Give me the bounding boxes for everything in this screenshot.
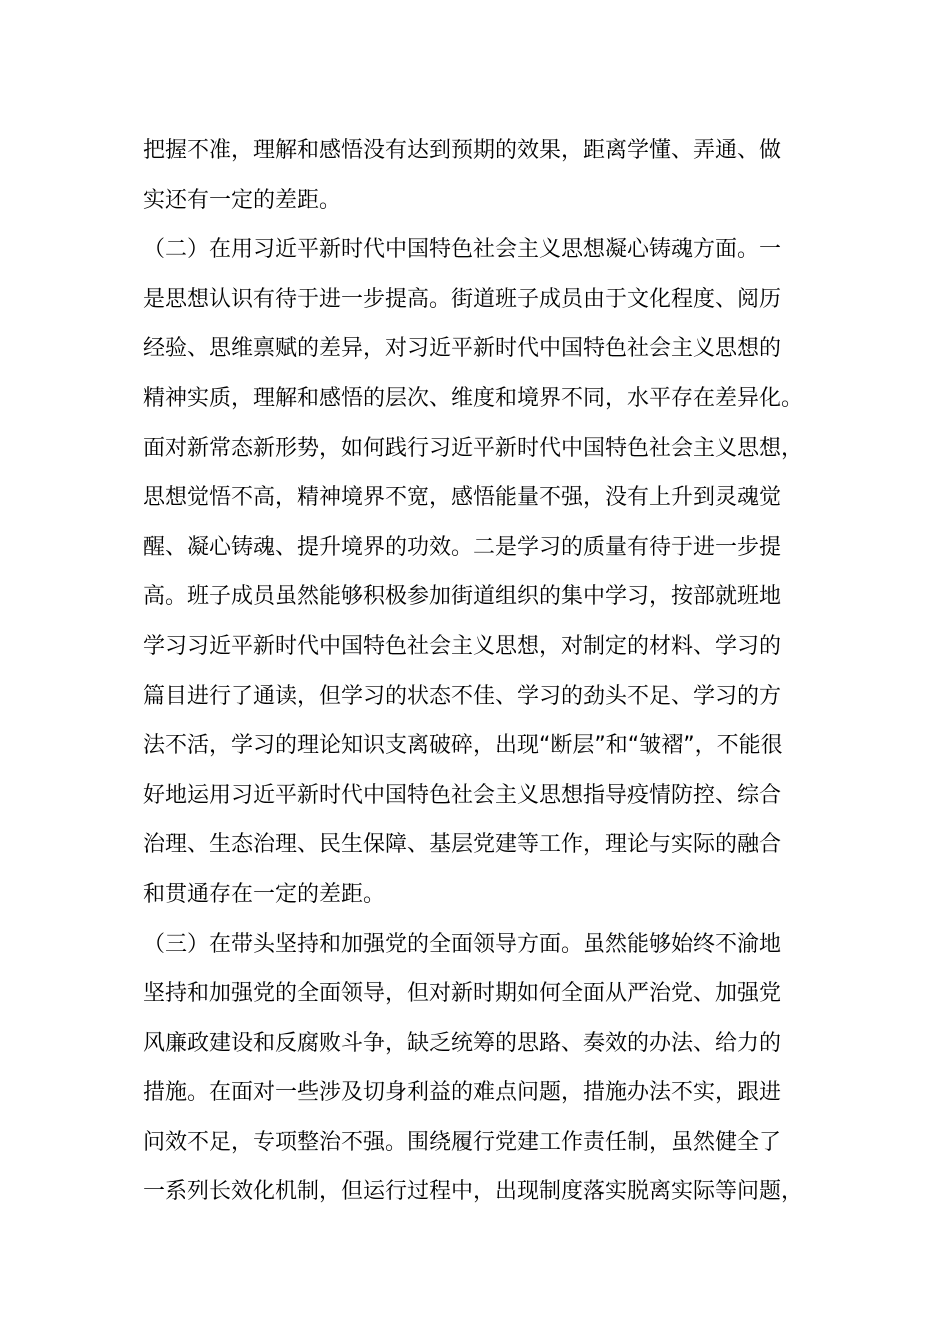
- text-line: 高。班子成员虽然能够积极参加街道组织的集中学习，按部就班地: [143, 584, 782, 610]
- text-line: 篇目进行了通读，但学习的状态不佳、学习的劲头不足、学习的方: [143, 683, 782, 709]
- text-line: 措施。在面对一些涉及切身利益的难点问题，措施办法不实，跟进: [143, 1080, 782, 1106]
- text-line: 风廉政建设和反腐败斗争，缺乏统筹的思路、奏效的办法、给力的: [143, 1030, 782, 1056]
- text-line: 把握不准，理解和感悟没有达到预期的效果，距离学懂、弄通、做: [143, 138, 782, 163]
- text-line: 是思想认识有待于进一步提高。街道班子成员由于文化程度、阅历: [143, 286, 782, 312]
- text-line: （三）在带头坚持和加强党的全面领导方面。虽然能够始终不渝地: [143, 931, 782, 957]
- document-body: [143, 126, 833, 1217]
- text-line: 治理、生态治理、民生保障、基层党建等工作，理论与实际的融合: [143, 832, 782, 858]
- text-line: 醒、凝心铸魂、提升境界的功效。二是学习的质量有待于进一步提: [143, 534, 782, 560]
- text-line: 坚持和加强党的全面领导，但对新时期如何全面从严治党、加强党: [143, 981, 782, 1007]
- text-line: 实还有一定的差距。: [143, 187, 342, 213]
- text-line: 和贯通存在一定的差距。: [143, 881, 386, 907]
- text-line: 经验、思维禀赋的差异，对习近平新时代中国特色社会主义思想的: [143, 336, 782, 362]
- text-line: 思想觉悟不高，精神境界不宽，感悟能量不强，没有上升到灵魂觉: [143, 485, 782, 511]
- text-line: 法不活，学习的理论知识支离破碎，出现“断层”和“皱褶”，不能很: [143, 733, 783, 759]
- text-line: 好地运用习近平新时代中国特色社会主义思想指导疫情防控、综合: [143, 782, 782, 808]
- text-line: 问效不足，专项整治不强。围绕履行党建工作责任制，虽然健全了: [143, 1129, 782, 1155]
- text-line: 精神实质，理解和感悟的层次、维度和境界不同，水平存在差异化。: [143, 385, 804, 411]
- text-line: 一系列长效化机制，但运行过程中，出现制度落实脱离实际等问题，: [143, 1179, 804, 1205]
- text-line: 面对新常态新形势，如何践行习近平新时代中国特色社会主义思想，: [143, 435, 804, 461]
- text-line: （二）在用习近平新时代中国特色社会主义思想凝心铸魂方面。一: [143, 237, 782, 263]
- text-line: 学习习近平新时代中国特色社会主义思想，对制定的材料、学习的: [143, 633, 782, 659]
